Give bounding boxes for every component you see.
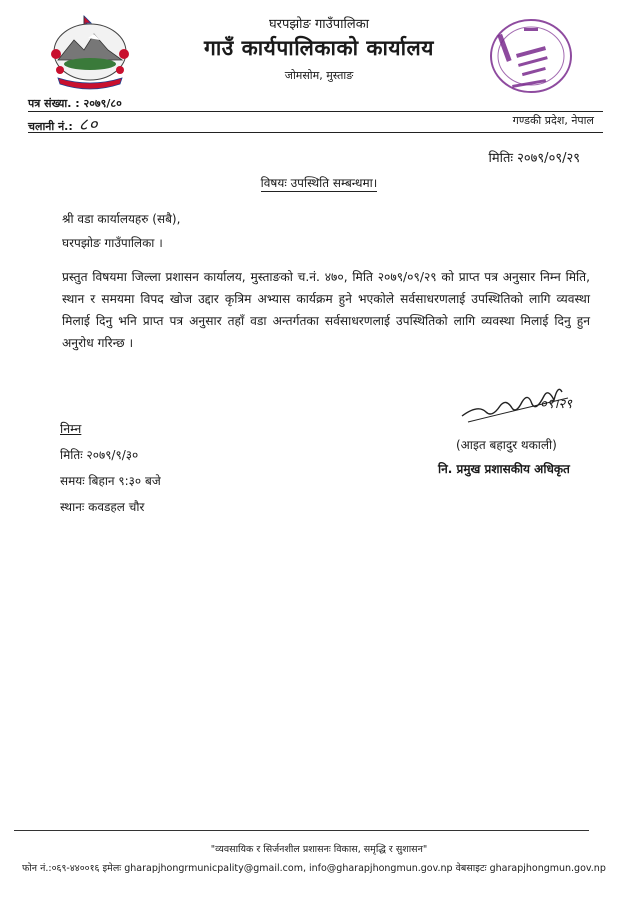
details-date: मितिः २०७९/९/३० xyxy=(60,448,139,462)
office-title: गाउँ कार्यपालिकाको कार्यालय xyxy=(204,36,434,60)
addressee-line-1: श्री वडा कार्यालयहरु (सबै), xyxy=(62,212,181,226)
letter-date: मितिः २०७९/०९/२९ xyxy=(488,151,580,166)
municipality-name: घरपझोङ गाउँपालिका xyxy=(268,17,370,32)
details-heading: निम्न xyxy=(60,421,82,436)
letter-subject xyxy=(0,174,638,191)
footer-divider xyxy=(14,830,589,831)
details-place: स्थानः कवडहल चौर xyxy=(60,500,145,514)
subject-text: विषयः उपस्थिति सम्बन्धमा। xyxy=(260,176,378,190)
header-divider-2 xyxy=(28,132,603,133)
footer-tagline: "व्यवसायिक र सिर्जनशील प्रशासनः विकास, समृद्धि र सुशासन" xyxy=(210,844,428,855)
footer-website: वेबसाइटः gharapjhongmun.gov.np xyxy=(455,863,606,874)
header-divider xyxy=(28,111,603,112)
chalani-label: चलानी नं.: xyxy=(28,120,73,133)
province-address: गण्डकी प्रदेश, नेपाल xyxy=(512,114,594,127)
signatory-title: नि. प्रमुख प्रशासकीय अधिकृत xyxy=(438,462,570,476)
office-location: जोमसोम, मुस्ताङ xyxy=(284,69,354,82)
footer-phone: फोन नं.:०६९-४४००१६ xyxy=(22,863,100,874)
details-time: समयः बिहान ९:३० बजे xyxy=(60,474,161,488)
letter-body: प्रस्तुत विषयमा जिल्ला प्रशासन कार्यालय, मुस्ताङको च.नं. ४७०, मिति २०७९/०९/२९ को प्राप्त पत्र अनुसार निम्न मिति, स्थान र समयमा विपद खोज उद्दार कृत्रिम अभ्यास कार्यक्रम हुने भएकोले सर्वसाधरणलाई उपस्थितिको लागि व्यवस्था मिलाई दिनु भनि प्राप्त पत्र अनुसार तहाँ वडा अन्तर्गतका सर्वसाधरणलाई उपस्थितिको लागि व्यवस्था मिलाई दिनु हुन अनुरोध गरिन्छ । xyxy=(62,270,590,350)
footer-contact xyxy=(22,861,606,874)
patra-sankhya: पत्र संख्या. : २०७९/८० xyxy=(28,97,122,110)
chalani-value: ८० xyxy=(78,115,99,135)
signatory-name: (आइत बहादुर थकाली) xyxy=(456,438,557,452)
signature-date: ०९।२९ xyxy=(540,397,572,412)
addressee-line-2: घरपझोङ गाउँपालिका । xyxy=(62,236,163,250)
official-seal-stamp xyxy=(472,12,590,108)
footer-email: इमेलः gharapjhongrmunicpality@gmail.com, info@gharapjhongmun.gov.np xyxy=(102,863,453,874)
